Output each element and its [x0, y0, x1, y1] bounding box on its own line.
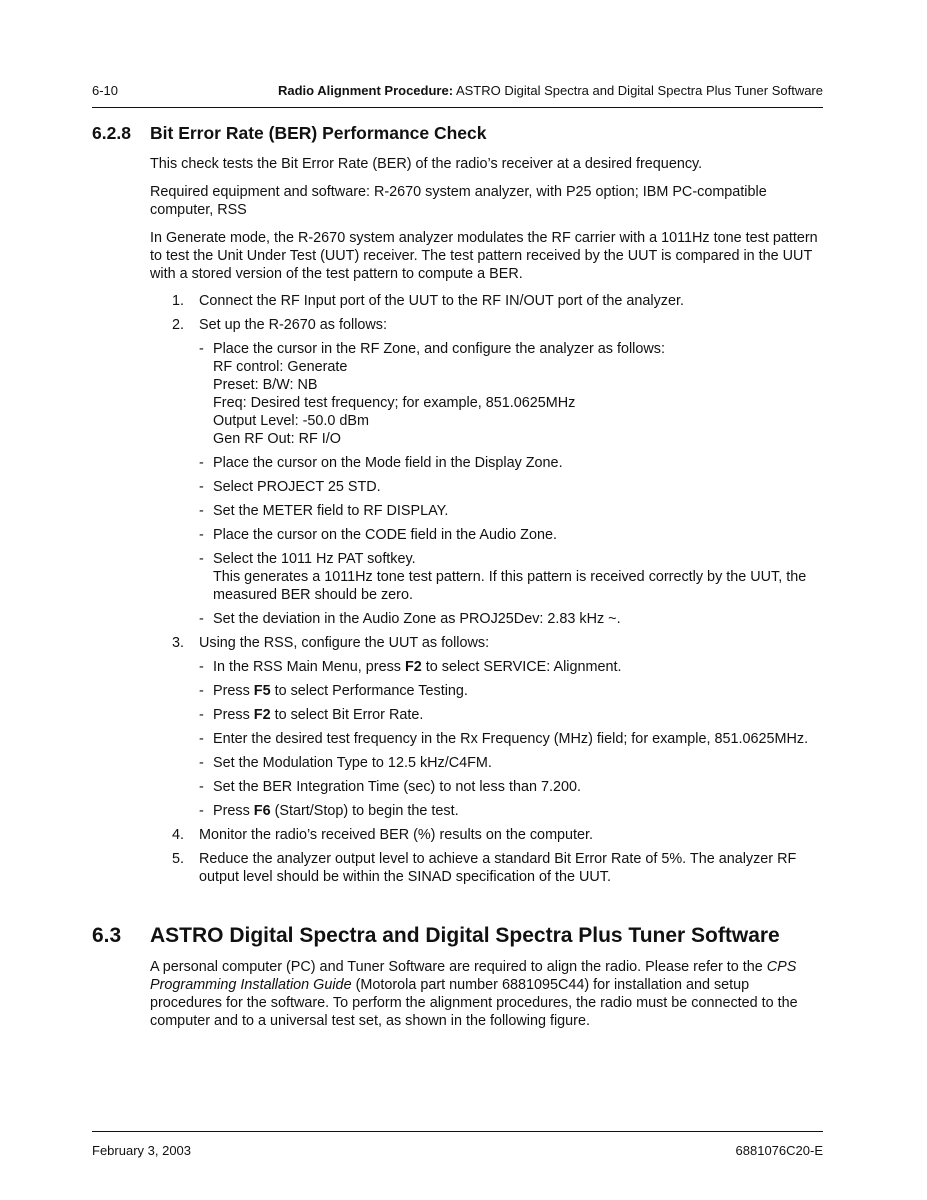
step-number: 5. [172, 851, 185, 867]
sub-steps [199, 658, 823, 820]
sub-step [199, 754, 823, 772]
generate-mode-paragraph: In Generate mode, the R-2670 system analyzer modulates the RF carrier with a 1011Hz tone test pattern to test the Unit Under Test (UUT) receiver. The test pattern received by the UUT is compared in the UUT with a stored version of the test pattern to compute a BER. [150, 230, 818, 282]
dash-bullet: - [199, 803, 204, 819]
dash-bullet: - [199, 341, 204, 357]
sub-steps [199, 340, 823, 628]
sub-step [199, 340, 823, 448]
step-number: 3. [172, 635, 185, 651]
sub-step-line: Set the METER field to RF DISPLAY. [213, 503, 449, 519]
function-key: F2 [404, 659, 422, 675]
footer-date: February 3, 2003 [92, 1143, 192, 1158]
step-text: Using the RSS, configure the UUT as follows: [199, 635, 490, 651]
dash-bullet: - [199, 779, 204, 795]
dash-bullet: - [199, 683, 204, 699]
sub-step-text: to select Performance Testing. [270, 683, 468, 699]
sub-step-line: Place the cursor on the Mode field in the Display Zone. [213, 455, 563, 471]
header-title-rest: ASTRO Digital Spectra and Digital Spectra Plus Tuner Software [453, 83, 823, 98]
sub-step [199, 682, 823, 700]
dash-bullet: - [199, 659, 204, 675]
equipment-paragraph: Required equipment and software: R-2670 system analyzer, with P25 option; IBM PC-compatible computer, RSS [150, 184, 767, 218]
step-text: Monitor the radio’s received BER (%) results on the computer. [199, 827, 594, 843]
sub-step-line: Output Level: -50.0 dBm [213, 413, 369, 429]
sub-step-text: Press [213, 803, 254, 819]
sub-step-text: In the RSS Main Menu, press [213, 659, 405, 675]
running-header [92, 82, 823, 102]
dash-bullet: - [199, 731, 204, 747]
section-number: 6.3 [92, 924, 122, 947]
section-title: ASTRO Digital Spectra and Digital Spectra Plus Tuner Software [150, 924, 780, 947]
function-key: F2 [253, 707, 271, 723]
intro-paragraph: This check tests the Bit Error Rate (BER) of the radio’s receiver at a desired frequency. [150, 156, 703, 172]
sub-step [199, 550, 823, 604]
dash-bullet: - [199, 503, 204, 519]
sub-step-text: Enter the desired test frequency in the Rx Frequency (MHz) field; for example, 851.0625MHz. [213, 731, 809, 747]
sub-step-text: Set the BER Integration Time (sec) to not less than 7.200. [213, 779, 581, 795]
sub-step [199, 502, 823, 520]
sub-step-line: Select PROJECT 25 STD. [213, 479, 381, 495]
sub-step-line: Preset: B/W: NB [213, 377, 318, 393]
sub-step [199, 706, 823, 724]
dash-bullet: - [199, 527, 204, 543]
sub-step [199, 454, 823, 472]
header-rule [92, 107, 823, 108]
step-text: Connect the RF Input port of the UUT to the RF IN/OUT port of the analyzer. [199, 293, 684, 309]
step-number: 2. [172, 317, 185, 333]
step-item [150, 634, 823, 820]
dash-bullet: - [199, 551, 204, 567]
function-key: F6 [253, 803, 271, 819]
sub-step-line: Select the 1011 Hz PAT softkey. [213, 551, 416, 567]
step-item [150, 826, 823, 844]
section-title: Bit Error Rate (BER) Performance Check [150, 123, 487, 143]
function-key: F5 [253, 683, 271, 699]
page-number: 6-10 [92, 83, 119, 98]
header-title [278, 82, 823, 100]
sub-step-line: Gen RF Out: RF I/O [213, 431, 341, 447]
sub-step [199, 610, 823, 628]
sub-step-text: Press [213, 683, 254, 699]
dash-bullet: - [199, 479, 204, 495]
guide-title: CPS Programming Installation Guide [150, 959, 797, 993]
sub-step-line: Freq: Desired test frequency; for example, 851.0625MHz [213, 395, 576, 411]
step-number: 4. [172, 827, 185, 843]
footer-rule [92, 1131, 823, 1132]
sub-step-line: RF control: Generate [213, 359, 348, 375]
step-item [150, 316, 823, 628]
sub-step [199, 778, 823, 796]
sub-step [199, 730, 823, 748]
sub-step-text: Set the Modulation Type to 12.5 kHz/C4FM. [213, 755, 492, 771]
sub-step-text: Press [213, 707, 254, 723]
dash-bullet: - [199, 755, 204, 771]
dash-bullet: - [199, 611, 204, 627]
step-number: 1. [172, 293, 185, 309]
section-number: 6.2.8 [92, 123, 131, 143]
dash-bullet: - [199, 707, 204, 723]
step-item [150, 850, 823, 886]
footer-doc-number: 6881076C20-E [735, 1143, 823, 1158]
header-title-bold: Radio Alignment Procedure: [278, 83, 454, 98]
sub-step-text: to select SERVICE: Alignment. [421, 659, 622, 675]
sub-step-text: (Start/Stop) to begin the test. [270, 803, 459, 819]
sub-step-line: Place the cursor in the RF Zone, and configure the analyzer as follows: [213, 341, 665, 357]
step-item [150, 292, 823, 310]
sub-step-text: to select Bit Error Rate. [270, 707, 424, 723]
sub-step-line: Place the cursor on the CODE field in the Audio Zone. [213, 527, 557, 543]
paragraph-text: A personal computer (PC) and Tuner Software are required to align the radio. Please refer to the [150, 959, 767, 975]
procedure-steps [150, 292, 823, 892]
sub-step-line: This generates a 1011Hz tone test pattern. If this pattern is received correctly by the UUT, the measured BER should be zero. [213, 569, 807, 603]
sub-step-line: Set the deviation in the Audio Zone as PROJ25Dev: 2.83 kHz ~. [213, 611, 621, 627]
sub-step [199, 658, 823, 676]
sub-step [199, 478, 823, 496]
step-text: Reduce the analyzer output level to achieve a standard Bit Error Rate of 5%. The analyzer RF output level should be within the SINAD specification of the UUT. [199, 851, 797, 885]
paragraph-text: (Motorola part number 6881095C44) for installation and setup procedures for the software. To perform the alignment procedures, the radio must be connected to the computer and to a universal test set, as shown in the following figure. [150, 977, 798, 1029]
dash-bullet: - [199, 455, 204, 471]
step-text: Set up the R-2670 as follows: [199, 317, 387, 333]
sub-step [199, 802, 823, 820]
tuner-software-paragraph [150, 958, 823, 1030]
sub-step [199, 526, 823, 544]
